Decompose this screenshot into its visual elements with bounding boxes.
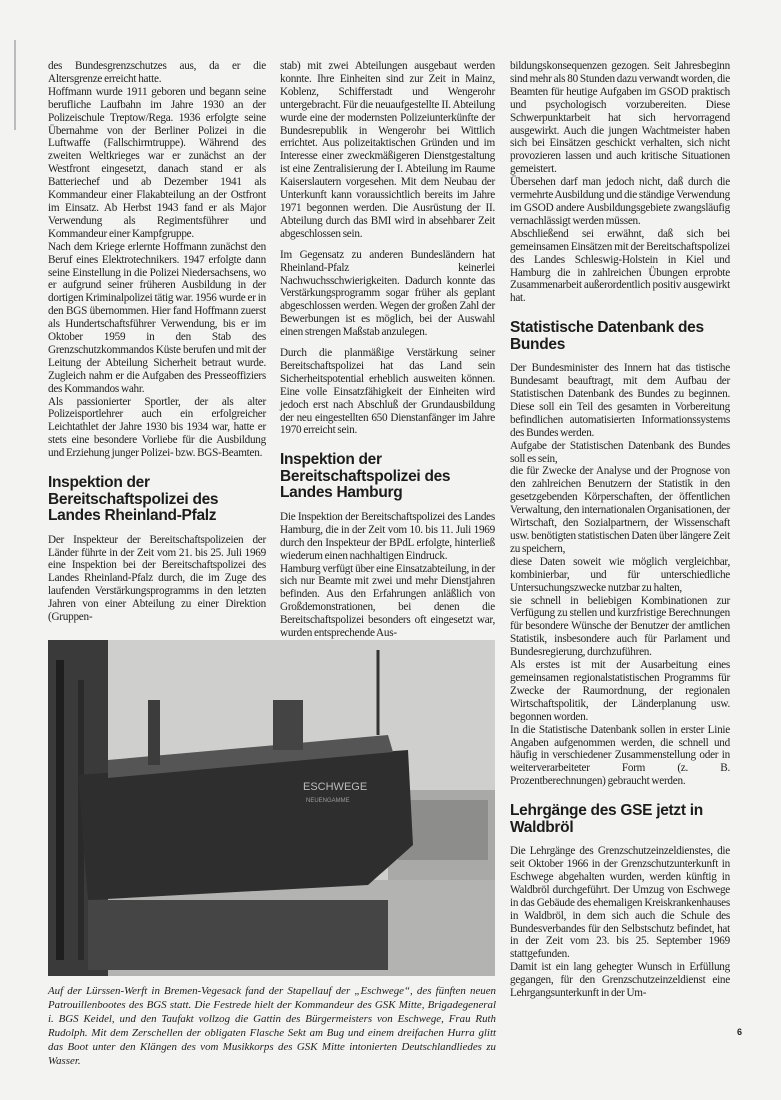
page-number: 6 [737,1027,743,1037]
paragraph: In die Statistische Datenbank sollen in erster Linie Angaben aufgenommen werden, die schnell und häufig in verschiedener Zusammenstellung oder in weiterverarbeiteter Form (z. B. Prozentberechnungen) gebraucht werden. [510,723,730,788]
ship-launch-photo [48,640,495,976]
section-heading-rheinland-pfalz: Inspektion der Bereitschaftspolizei des Landes Rheinland-Pfalz [48,474,219,525]
paragraph: Übersehen darf man jedoch nicht, daß durch die vermehrte Ausbildung und die ständige Verwendung im GSOD andere Ausbildungsgebiete zwangsläufig vernachlässigt werden müssen. [510,176,730,227]
paragraph: bildungskonsequenzen gezogen. Seit Jahresbeginn sind mehr als 80 Stunden dazu verwandt worden, die Beamten für heutige Aufgaben im GSOD praktisch und psychologisch vorzubereiten. Diese Schwerpunktarbeit hat sich hervorragend ausgewirkt. Auch die jungen Wachtmeister haben sich bei Einsätzen geschickt verhalten, sich nicht provozieren lassen und auch kritische Situationen gemeistert. [510,60,730,176]
paragraph: Als passionierter Sportler, der als alter Polizeisportlehrer auch ein erfolgreicher Leichtathlet der Jahre 1930 bis 1934 war, hatte er stets eine besondere Vorliebe für die Ausbildung und Erziehung junger Polizei- bzw. BGS-Beamten. [48,395,266,460]
column-1 [48,60,266,624]
section-heading-hamburg: Inspektion der Bereitschaftspolizei des Landes Hamburg [280,451,451,502]
paragraph: Damit ist ein lang gehegter Wunsch in Erfüllung gegangen, für den Grenzschutzeinzeldienst eine Lehrgangsunterkunft in der Um- [510,961,730,1000]
photo-caption: Auf der Lürssen-Werft in Bremen-Vegesack fand der Stapellauf der „Eschwege“, des fünften neuen Patrouillenbootes des BGS statt. Die Festrede hielt der Kommandeur des GSK Mitte, Brigadegeneral i. BGS Keidel, und den Taufakt vollzog die Gattin des Bürgermeisters von Eschwege, Frau Ruth Rudolph. Mit dem Zerschellen der obligaten Flasche Sekt am Bug und einem dreifachen Hurra glitt das Boot unter den Klängen des vom Musikkorps des GSK Mitte intonierten Deutschlandliedes zu Wasser. [48,985,496,1067]
paragraph: Abschließend sei erwähnt, daß sich bei gemeinsamen Einsätzen mit der Bereitschaftspolizei des Landes Schleswig-Holstein in Kiel und Hamburg die in zahlreichen Übungen erprobte Zusammenarbeit außerordentlich positiv ausgewirkt hat. [510,227,730,305]
paragraph: sie schnell in beliebigen Kombinationen zur Verfügung zu stellen und kurzfristige Berechnungen für besondere Wünsche der Benutzer der amtlichen Statistik, insbesondere auch für Parlament und Bundesregierung, durchzuführen. [510,594,730,659]
paragraph: Hamburg verfügt über eine Einsatzabteilung, in der sich nur Beamte mit zwei und mehr Dienstjahren befinden. Aus den Erfahrungen anläßlich von Großdemonstrationen, bei denen die Bereitschaftspolizei besonders oft eingesetzt war, wurden entsprechende Aus- [280,562,495,640]
paragraph: Der Bundesminister des Innern hat das tistische Bundesamt beauftragt, mit dem Aufbau der Statistischen Datenbank des Bundes zu beginnen. Diese soll ein Teil des gesamten in Vorbereitung befindlichen automatisierten Informationssystems des Bundes werden. [510,362,730,439]
paragraph: diese Daten soweit wie möglich vergleichbar, kombinierbar, und für unterschiedliche Untersuchungszwecke nutzbar zu halten, [510,555,730,594]
paragraph: Nach dem Kriege erlernte Hoffmann zunächst den Beruf eines Elektrotechnikers. 1947 erfolgte dann seine Einstellung in die Polizei Niedersachsens, wo er aufgrund seiner früheren Ausbildung in der dortigen Kriminalpolizei tätig war. 1956 wurde er in den BGS übernommen. Hier fand Hoffmann zuerst als Hundertschaftsführer Verwendung, bis er im Oktober 1959 in den Stab des Grenzschutzkommandos Küste berufen und mit der Leitung der Abteilung Sicherheit betraut wurde. Zugleich nahm er die Aufgaben des Presseoffiziers des Kommandos wahr. [48,240,266,395]
ship-illustration [48,640,495,976]
column-2 [280,60,495,640]
ship-port-text: NEUENGAMME [306,798,350,804]
paragraph: Als erstes ist mit der Ausarbeitung eines gemeinsamen regionalstatistischen Programms für Zwecke der Raumordnung, der regionalen Wirtschaftspolitik, der Länderplanung usw. begonnen worden. [510,659,730,723]
paragraph: Durch die planmäßige Verstärkung seiner Bereitschaftspolizei hat das Land sein Sicherheitspotential erheblich ausweiten können. Eine volle Einsatzfähigkeit der Einheiten wird jedoch erst nach Abschluß der Grundausbildung der neu eingestellten 650 Dienstanfänger im Jahre 1970 erreicht sein. [280,347,495,437]
section-heading-datenbank: Statistische Datenbank des Bundes [510,319,704,353]
column-3 [510,60,730,1000]
paragraph: Im Gegensatz zu anderen Bundesländern hat Rheinland-Pfalz keinerlei Nachwuchsschwierigkeiten. Dadurch konnte das Verstärkungsprogramm sogar früher als geplant abgeschlossen werden. Wegen der großen Zahl der Bewerbungen ist es möglich, bei der Auswahl einen strengen Maßstab anzulegen. [280,248,495,339]
paragraph: Hoffmann wurde 1911 geboren und begann seine berufliche Laufbahn im Jahre 1930 an der Polizeischule Treptow/Rega. 1936 erfolgte seine Übernahme von der Berliner Polizei in die Luftwaffe (Fallschirmtruppe). Während des zweiten Weltkrieges war er zunächst an der Westfront eingesetzt, danach stand er als Batteriechef und ab Dezember 1941 als Kommandeur einer Flakabteilung an der Ostfront im Einsatz. Ab Herbst 1943 fand er als Major Verwendung als Regimentsführer und Kommandeur einer Kampfgruppe. [48,85,266,240]
paragraph: Die Inspektion der Bereitschaftspolizei des Landes Hamburg, die in der Zeit vom 10. bis 11. Juli 1969 durch den Inspekteur der BPdL erfolgte, hinterließ wiederum einen nachhaltigen Eindruck. [280,510,495,562]
scan-edge-mark [14,40,16,130]
paragraph: Der Inspekteur der Bereitschaftspolizeien der Länder führte in der Zeit vom 21. bis 25. Juli 1969 eine Inspektion bei der Bereitschaftspolizei des Landes Rheinland-Pfalz durch, die im Zuge des laufenden Verstärkungsprogramms in den letzten Jahren von einer Abteilung zu einer Direktion (Gruppen- [48,533,266,624]
paragraph: stab) mit zwei Abteilungen ausgebaut werden konnte. Ihre Einheiten sind zur Zeit in Mainz, Koblenz, Schifferstadt und Wengerohr untergebracht. Für die neuaufgestellte II. Abteilung wurde eine der modernsten Polizeiunterkünfte der Bundesrepublik in Wengerohr bei Wittlich errichtet. Aus polizeitaktischen Gründen und im Interesse einer zweckmäßigeren Dienstgestaltung ist eine Zentralisierung der I. Abteilung im Raume Kaiserslautern vorgesehen. Mit dem Neubau der Unterkunft kann voraussichtlich bereits im Jahre 1971 begonnen werden. Die Ausrüstung der II. Abteilung durch das BMI wird in absehbarer Zeit abgeschlossen sein. [280,60,495,240]
ship-name-text: ESCHWEGE [303,781,368,793]
section-heading-lehrgaenge: Lehrgänge des GSE jetzt in Waldbröl [510,802,703,836]
paragraph: des Bundesgrenzschutzes aus, da er die Altersgrenze erreicht hatte. [48,60,266,85]
paragraph: die für Zwecke der Analyse und der Prognose von den zahlreichen Benutzern der Statistik in den gesetzgebenden Körperschaften, der öffentlichen Verwaltung, den internationalen Organisationen, der Wirtschaft, den Sozialpartnern, der Wissenschaft usw. benötigten statistischen Daten über längere Zeit zu speichern, [510,465,730,555]
paragraph: Aufgabe der Statistischen Datenbank des Bundes soll es sein, [510,439,730,465]
paragraph: Die Lehrgänge des Grenzschutzeinzeldienstes, die seit Oktober 1966 in der Grenzschutzunterkunft in Eschwege abgehalten wurden, werden künftig in Waldbröl durchgeführt. Der Umzug von Eschwege in das Gebäude des ehemaligen Kreiskrankenhauses in Waldbröl, in dem sich auch die Schule des Bundesverbandes für den Selbstschutz befindet, hat in der Zeit vom 23. bis 25. September 1969 stattgefunden. [510,845,730,961]
